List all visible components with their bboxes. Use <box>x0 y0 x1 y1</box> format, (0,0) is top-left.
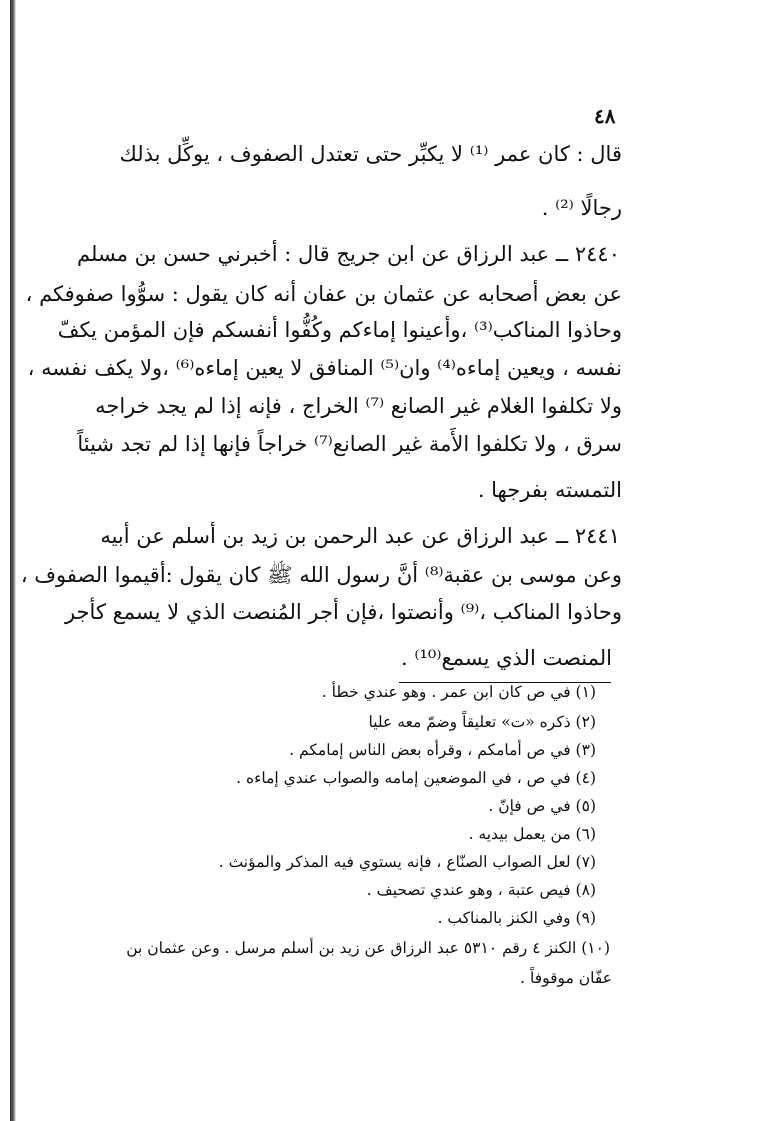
footnote-4: (٤) في ص ، في الموضعين إمامه والصواب عندي إماءه . <box>236 769 596 787</box>
footnote-8: (٨) فيص عتبة ، وهو عندي تصحيف . <box>366 881 596 899</box>
body-line-11: وعن موسى بن عقبة⁽⁸⁾ أنَّ رسول الله ﷺ كان يقول :أقيموا الصفوف ، <box>20 563 622 587</box>
footnote-1: (١) في ص كان ابن عمر . وهو عندي خطأ . <box>321 683 596 701</box>
body-line-4: عن بعض أصحابه عن عثمان بن عفان أنه كان يقول : سوُّوا صفوفكم ، <box>25 282 622 306</box>
footnote-3: (٣) في ص أمامكم ، وقرأه بعض الناس إمامكم . <box>289 741 596 759</box>
page-number: ٤٨ <box>594 104 616 128</box>
footnote-10-continuation: عفّان موقوفاً . <box>520 969 612 987</box>
footnote-2: (٢) ذكره «ت» تعليقاً وضمّ معه عليا <box>368 713 596 731</box>
scan-edge-shadow <box>10 0 16 1121</box>
footnote-9: (٩) وفي الكنز بالمناكب . <box>437 909 596 927</box>
footnote-7: (٧) لعل الصواب الصنّاع ، فإنه يستوي فيه المذكر والمؤنث . <box>218 853 596 871</box>
body-line-9: التمسته بفرجها . <box>477 478 622 502</box>
body-line-8: سرق ، ولا تكلفوا الأَمة غير الصانع⁽⁷⁾ خراجاً فإنها إذا لم تجد شيئاً <box>77 432 622 456</box>
footnote-10: (١٠) الكنز ٤ رقم ٥٣١٠ عبد الرزاق عن زيد بن أسلم مرسل . وعن عثمان بن <box>126 939 610 957</box>
footnote-5: (٥) في ص فإنّ . <box>488 797 596 815</box>
body-line-3: ٢٤٤٠ ــ عبد الرزاق عن ابن جريج قال : أخبرني حسن بن مسلم <box>77 242 620 266</box>
body-line-13: المنصت الذي يسمع⁽¹⁰⁾ . <box>401 646 612 670</box>
body-line-1: قال : كان عمر ⁽¹⁾ لا يكبِّر حتى تعتدل الصفوف ، يوكِّل بذلك <box>119 142 622 166</box>
body-line-6: نفسه ، ويعين إماءه⁽⁴⁾ وان⁽⁵⁾ المنافق لا يعين إماءه⁽⁶⁾ ،ولا يكف نفسه ، <box>27 356 622 380</box>
body-line-2: رجالًا ⁽²⁾ . <box>541 196 622 220</box>
body-line-5: وحاذوا المناكب⁽³⁾ ،وأعينوا إماءكم وكُفُّوا أنفسكم فإن المؤمن يكفّ <box>57 318 622 342</box>
footnote-6: (٦) من يعمل بيديه . <box>468 825 596 843</box>
body-line-7: ولا تكلفوا الغلام غير الصانع ⁽⁷⁾ الخراج ، فإنه إذا لم يجد خراجه <box>95 394 622 418</box>
body-line-12: وحاذوا المناكب ،⁽⁹⁾ وأنصتوا ،فإن أجر المُنصت الذي لا يسمع كأجر <box>64 600 622 624</box>
body-line-10: ٢٤٤١ ــ عبد الرزاق عن عبد الرحمن بن زيد بن أسلم عن أبيه <box>100 524 620 548</box>
